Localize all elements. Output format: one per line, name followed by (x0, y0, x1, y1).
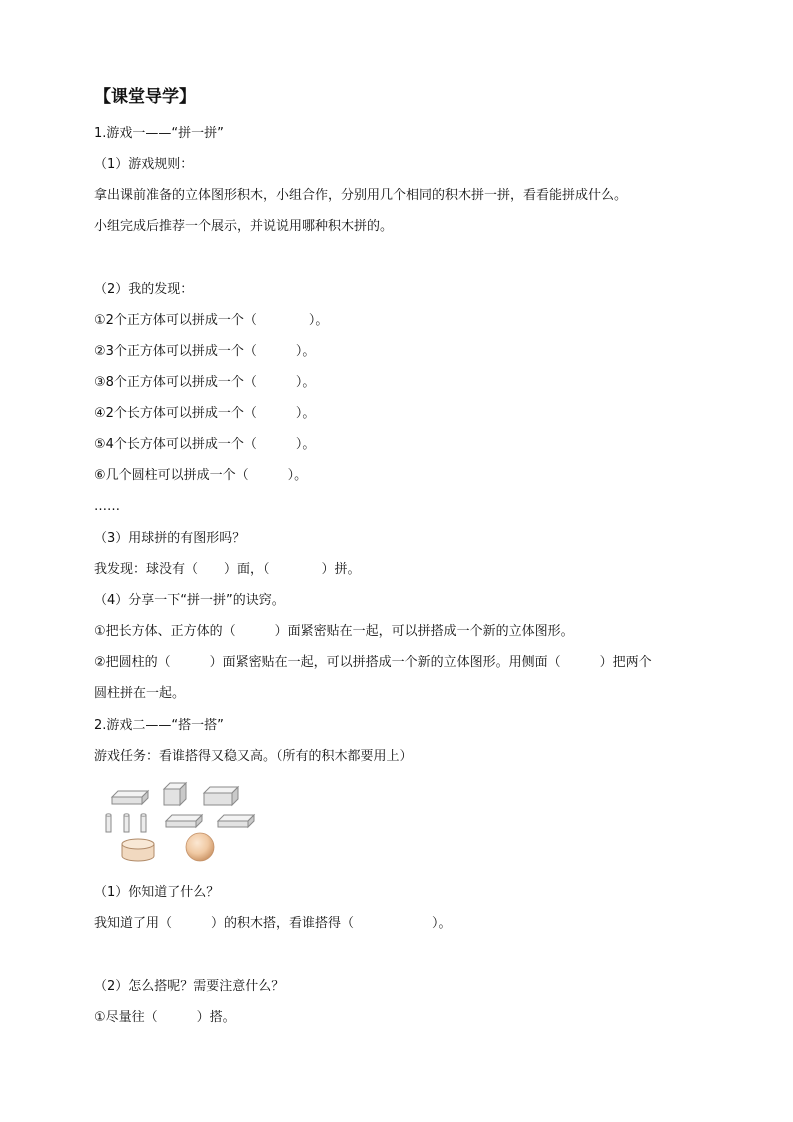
rules-line-2: 小组完成后推荐一个展示，并说说用哪种积木拼的。 (94, 219, 394, 234)
question-3: （3）用球拼的有图形吗？ (94, 531, 246, 546)
tip-2-line-2: 圆柱拼在一起。 (94, 686, 186, 701)
cylinder-rod-icon (106, 814, 111, 832)
rules-line-1: 拿出课前准备的立体图形积木，小组合作，分别用几个相同的积木拼一拼，看看能拼成什么。 (94, 188, 628, 203)
section2-question-1: （1）你知道了什么？ (94, 885, 220, 900)
discovery-item-1: ①2个正方体可以拼成一个（ ）。 (94, 313, 329, 328)
discovery-item-3: ③8个正方体可以拼成一个（ ）。 (94, 375, 316, 390)
discovery-item-6: ⑥几个圆柱可以拼成一个（ ）。 (94, 468, 308, 483)
question-3-answer: 我发现：球没有（ ）面，（ ）拼。 (94, 562, 361, 577)
discovery-label: （2）我的发现： (94, 282, 194, 297)
cylinder-disc-icon (122, 839, 154, 861)
question-4: （4）分享一下“拼一拼”的诀窍。 (94, 593, 285, 608)
rules-label: （1）游戏规则： (94, 157, 194, 172)
section2-question-2-item-1: ①尽量往（ ）搭。 (94, 1010, 236, 1025)
discovery-item-2: ②3个正方体可以拼成一个（ ）。 (94, 344, 316, 359)
cylinder-rod-icon (124, 814, 129, 832)
tip-1: ①把长方体、正方体的（ ）面紧密贴在一起，可以拼搭成一个新的立体图形。 (94, 624, 574, 639)
flat-cuboid-block-icon (166, 815, 202, 827)
cylinder-rod-icon (141, 814, 146, 832)
section1-heading: 1.游戏一——“拼一拼” (94, 126, 224, 141)
blocks-illustration (100, 775, 265, 867)
cuboid-block-icon (112, 791, 148, 804)
section2-heading: 2.游戏二——“搭一搭” (94, 718, 224, 733)
cube-block-icon (164, 783, 186, 805)
discovery-item-4: ④2个长方体可以拼成一个（ ）。 (94, 406, 316, 421)
tip-2-line-1: ②把圆柱的（ ）面紧密贴在一起，可以拼搭成一个新的立体图形。用侧面（ ）把两个 (94, 655, 652, 670)
discovery-item-5: ⑤4个长方体可以拼成一个（ ）。 (94, 437, 316, 452)
game-task: 游戏任务：看谁搭得又稳又高。（所有的积木都要用上） (94, 749, 413, 764)
sphere-ball-icon (186, 833, 214, 861)
section2-question-2: （2）怎么搭呢？需要注意什么？ (94, 979, 285, 994)
section2-question-1-answer: 我知道了用（ ）的积木搭，看谁搭得（ ）。 (94, 916, 452, 931)
flat-cuboid-block-icon (218, 815, 254, 827)
ellipsis: …… (94, 499, 120, 514)
page-title: 【课堂导学】 (94, 87, 196, 107)
cuboid-block-icon (204, 787, 238, 805)
